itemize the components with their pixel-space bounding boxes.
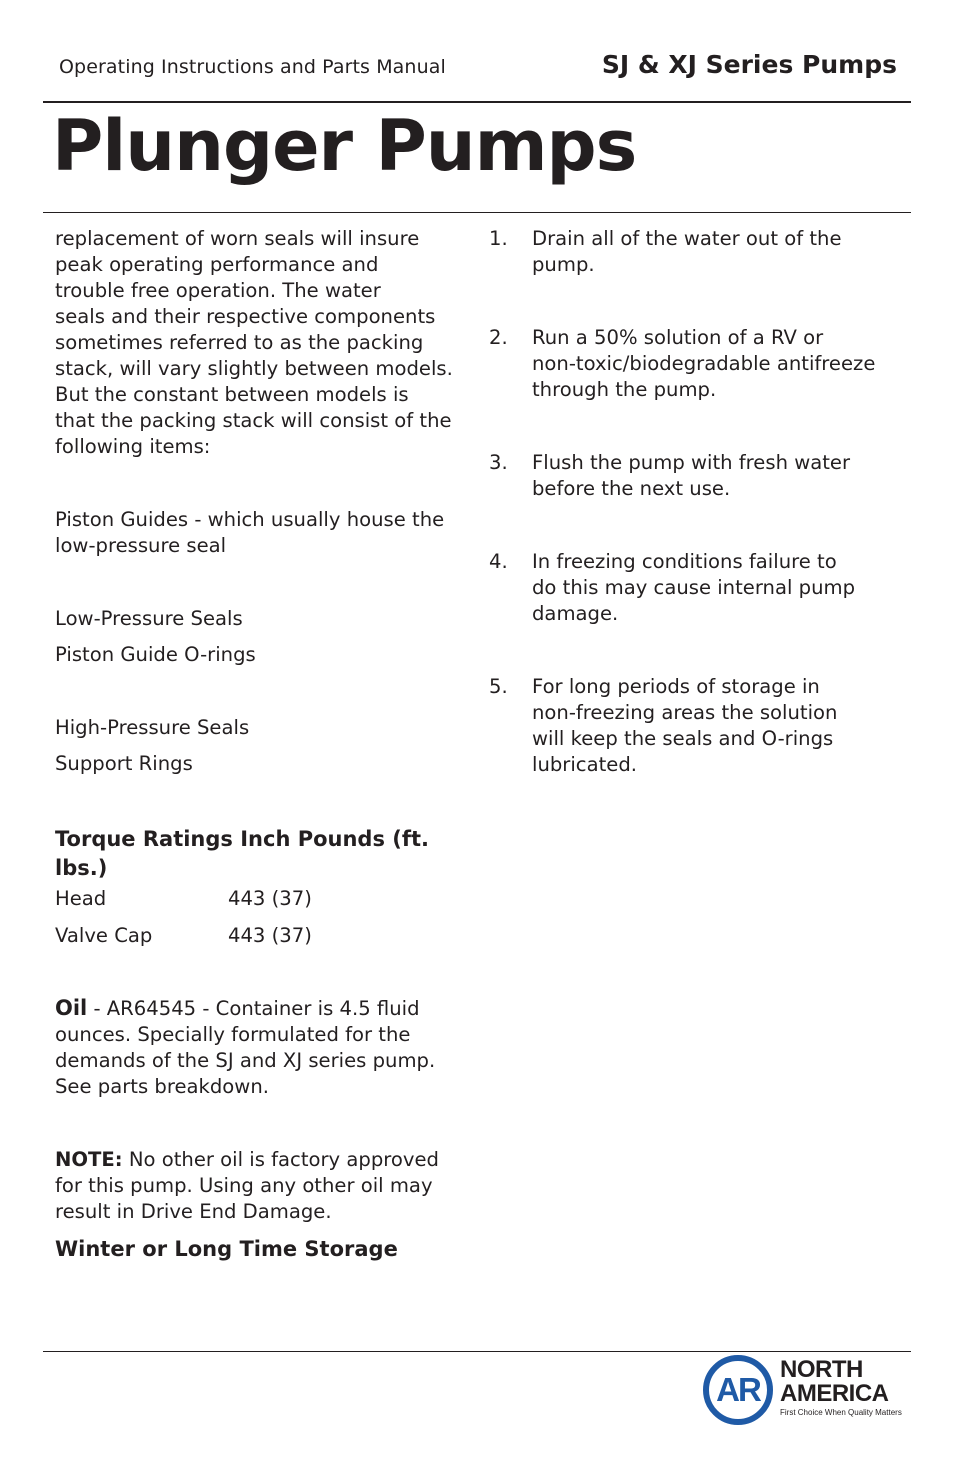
- piston-guides-item: Piston Guides - which usually house the low-pressure seal: [55, 508, 445, 557]
- logo-line-america: AMERICA: [780, 1380, 889, 1407]
- torque-value: 443 (37): [228, 887, 312, 910]
- step-item: 2. Run a 50% solution of a RV or non-toxic/biodegradable antifreeze through the pump.: [489, 326, 876, 401]
- svg-text:AR: AR: [716, 1371, 760, 1408]
- step-item: 3. Flush the pump with fresh water before the next use.: [489, 451, 851, 500]
- logo-tagline: First Choice When Quality Matters: [780, 1408, 902, 1417]
- top-rule: [43, 101, 911, 103]
- step-item: 5. For long periods of storage in non-freezing areas the solution will keep the seals and O-rings lubricated.: [489, 675, 838, 776]
- intro-paragraph: replacement of worn seals will insure peak operating performance and trouble free operation. The water seals and their respective components sometimes referred to as the packing stack, will vary slightly between models. But the constant between models is that the packing stack will consist of the following items:: [55, 227, 453, 458]
- step-number: 3.: [489, 451, 508, 474]
- brand-logo: [702, 1354, 908, 1424]
- logo-line-north: NORTH: [780, 1356, 863, 1383]
- oil-paragraph: Oil - AR64545 - Container is 4.5 fluid ounces. Specially formulated for the demands of the SJ and XJ series pump. See parts breakdown.: [55, 996, 436, 1098]
- torque-row: [55, 920, 475, 957]
- high-pressure-seals-item: High-Pressure Seals: [55, 716, 250, 739]
- torque-label: Valve Cap: [55, 924, 153, 947]
- torque-value: 443 (37): [228, 924, 312, 947]
- step-item: 1. Drain all of the water out of the pump.: [489, 227, 842, 276]
- low-pressure-seals-item: Low-Pressure Seals: [55, 607, 243, 630]
- step-number: 5.: [489, 675, 508, 698]
- note-paragraph: NOTE: No other oil is factory approved for this pump. Using any other oil may result in Drive End Damage.: [55, 1148, 439, 1223]
- ar-logo-icon: [702, 1354, 774, 1426]
- step-number: 1.: [489, 227, 508, 250]
- right-column: [489, 226, 909, 778]
- torque-heading: Torque Ratings Inch Pounds (ft. lbs.): [55, 827, 430, 880]
- title-rule: [43, 212, 911, 213]
- step-number: 4.: [489, 550, 508, 573]
- left-column: [55, 226, 475, 1264]
- step-number: 2.: [489, 326, 508, 349]
- note-label: NOTE:: [55, 1148, 123, 1171]
- piston-guide-orings-item: Piston Guide O-rings: [55, 643, 256, 666]
- winter-heading: Winter or Long Time Storage: [55, 1237, 398, 1261]
- step-item: 4. In freezing conditions failure to do this may cause internal pump damage.: [489, 550, 856, 625]
- support-rings-item: Support Rings: [55, 752, 193, 775]
- page-title: Plunger Pumps: [52, 105, 637, 187]
- torque-label: Head: [55, 887, 107, 910]
- header-subtitle: Operating Instructions and Parts Manual: [59, 56, 446, 78]
- oil-label: Oil: [55, 996, 88, 1020]
- series-title: SJ & XJ Series Pumps: [601, 50, 897, 79]
- torque-row: [55, 883, 475, 920]
- footer-rule: [43, 1351, 911, 1352]
